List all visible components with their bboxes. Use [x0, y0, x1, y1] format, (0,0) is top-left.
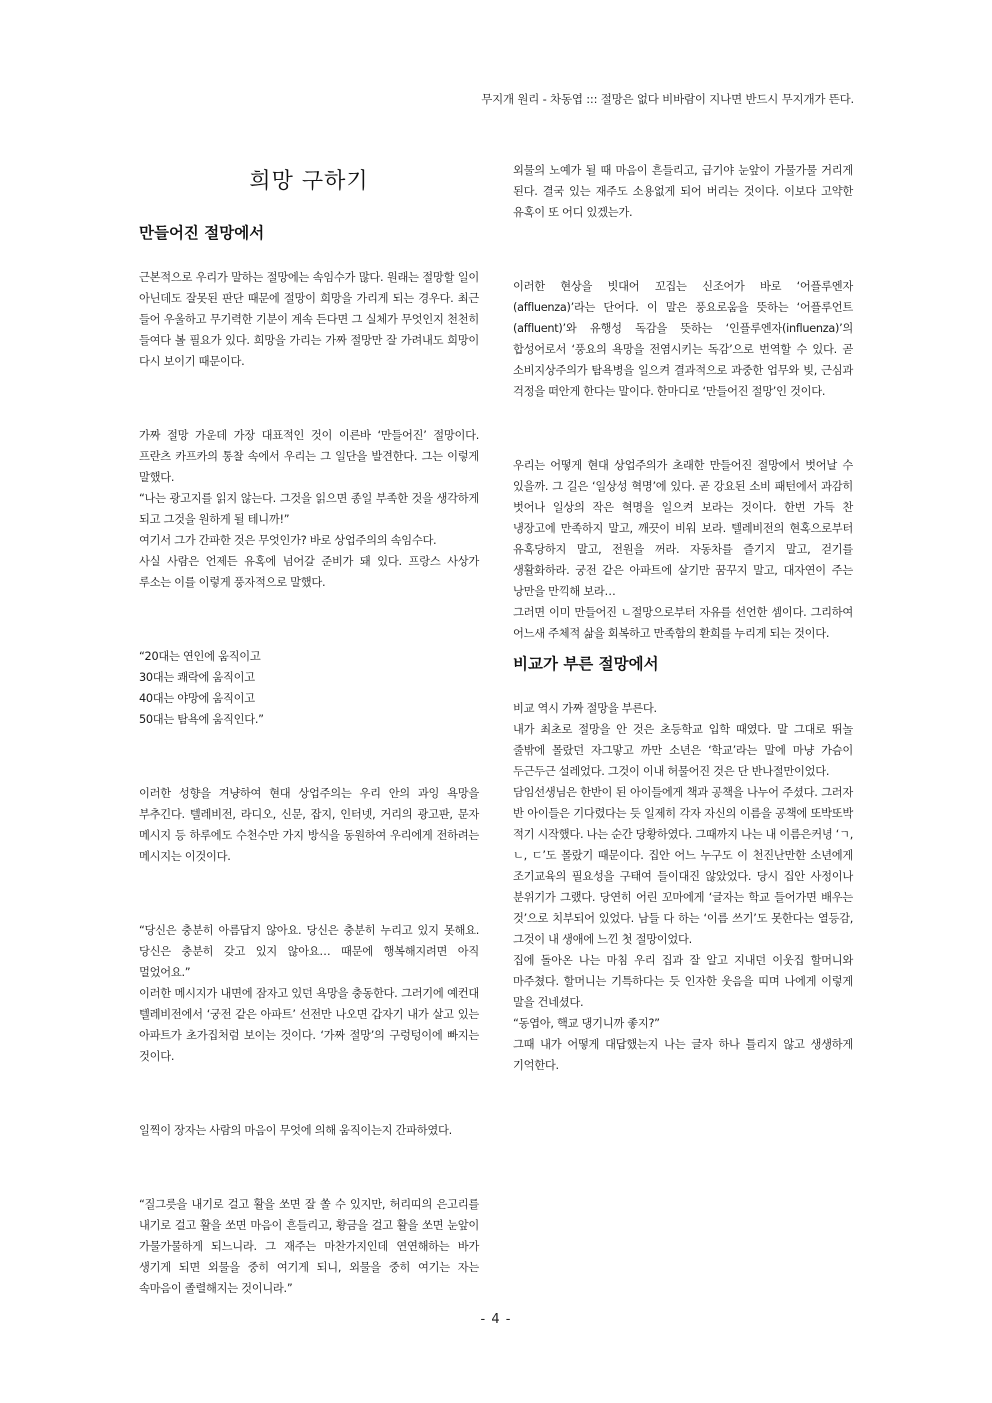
paragraph-gap	[139, 883, 479, 904]
paragraph: 그러면 이미 만들어진 ㄴ절망으로부터 자유를 선언한 셈이다. 그리하여 어느새 주체적 삶을 회복하고 만족함의 환희를 누리게 되는 것이다.	[513, 606, 853, 640]
paragraph: 집에 돌아온 나는 마침 우리 집과 잘 알고 지내던 이웃집 할머니와 마주쳤다. 할머니는 기특하다는 듯 인자한 웃음을 띠며 나에게 이렇게 말을 건네셨다.	[513, 954, 853, 1009]
paragraph: 담임선생님은 한반이 된 아이들에게 책과 공책을 나누어 주셨다. 그러자 반 아이들은 기다렸다는 듯 일제히 각자 자신의 이름을 공책에 또박또박 적기 시작했다. 나는 순간 당황하였다. 그때까지 나는 내 이름은커녕 ‘ㄱ, ㄴ, ㄷ’도 몰랐기 때문이다. 집안 어느 누구도 이 천진난만한 소년에게 조기교육의 필요성을 구태여 들이대진 않았었다. 당시 집안 사정이나 분위기가 그랬다. 당연히 어린 꼬마에게 ‘글자는 학교 들어가면 배우는 것’으로 치부되어 있었다. 남들 다 하는 ‘이름 쓰기’도 못한다는 열등감, 그것이 내 생애에 느낀 첫 절망이었다.	[513, 786, 853, 946]
chapter-title: 희망 구하기	[249, 169, 369, 194]
paragraph-gap	[139, 1083, 479, 1104]
right-body-text-top	[513, 160, 853, 644]
paragraph-gap	[139, 746, 479, 767]
paragraph: 가짜 절망 가운데 가장 대표적인 것이 이른바 ‘만들어진’ 절망이다. 프란츠 카프카의 통찰 속에서 우리는 그 일단을 발견한다. 그는 이렇게 말했다.	[139, 429, 479, 484]
paragraph: “당신은 충분히 아름답지 않아요. 당신은 충분히 누리고 있지 못해요. 당신은 충분히 갖고 있지 않아요… 때문에 행복해지려면 아직 멀었어요.”	[139, 924, 479, 979]
paragraph: 우리는 어떻게 현대 상업주의가 초래한 만들어진 절망에서 벗어날 수 있을까. 그 길은 ‘일상성 혁명’에 있다. 곧 강요된 소비 패턴에서 과감히 벗어나 일상의 작은 혁명을 일으켜 보라는 것이다. 한번 가득 찬 냉장고에 만족하지 말고, 깨끗이 비워 보라. 텔레비전의 현혹으로부터 유혹당하지 말고, 전원을 꺼라. 자동차를 즐기지 말고, 걷기를 생활화하라. 궁전 같은 아파트에 살기만 꿈꾸지 말고, 대자연이 주는 낭만을 만끽해 보라…	[513, 459, 853, 598]
left-body-text	[139, 267, 479, 1299]
paragraph: 50대는 탐욕에 움직인다.”	[139, 713, 264, 726]
paragraph: 30대는 쾌락에 움직이고	[139, 671, 255, 684]
paragraph: “동엽아, 핵교 댕기니까 좋지?”	[513, 1017, 660, 1030]
paragraph-gap	[139, 388, 479, 409]
paragraph-gap	[139, 1157, 479, 1178]
paragraph: 일찍이 장자는 사람의 마음이 무엇에 의해 움직이는지 간파하였다.	[139, 1124, 452, 1137]
right-column	[513, 160, 853, 1076]
paragraph: 근본적으로 우리가 말하는 절망에는 속임수가 많다. 원래는 절망할 일이 아닌데도 잘못된 판단 때문에 절망이 희망을 가리게 되는 경우다. 최근 들어 우울하고 무기력한 기분이 계속 든다면 그 실체가 무엇인지 천천히 들여다 볼 필요가 있다. 희망을 가리는 가짜 절망만 잘 가려내도 희망이 다시 보이기 때문이다.	[139, 271, 479, 368]
paragraph: 이러한 메시지가 내면에 잠자고 있던 욕망을 충동한다. 그러기에 예컨대 텔레비전에서 ‘궁전 같은 아파트’ 선전만 나오면 갑자기 내가 살고 있는 아파트가 초가집처럼 보이는 것이다. ‘가짜 절망’의 구렁텅이에 빠지는 것이다.	[139, 987, 479, 1063]
section-title-made-despair: 만들어진 절망에서	[139, 223, 265, 242]
paragraph: “20대는 연인에 움직이고	[139, 650, 261, 663]
paragraph: 그때 내가 어떻게 대답했는지 나는 글자 하나 틀리지 않고 생생하게 기억한다.	[513, 1038, 853, 1072]
paragraph: “나는 광고지를 읽지 않는다. 그것을 읽으면 종일 부족한 것을 생각하게 되고 그것을 원하게 될 테니까!”	[139, 492, 479, 526]
running-header: 무지개 원리 - 차동엽 ::: 절망은 없다 비바람이 지나면 반드시 무지개가 뜬다.	[481, 92, 854, 106]
paragraph-gap	[513, 418, 853, 439]
paragraph-gap	[513, 239, 853, 260]
paragraph: 이러한 현상을 빗대어 꼬집는 신조어가 바로 ‘어플루엔자(affluenza)’라는 단어다. 이 말은 풍요로움을 뜻하는 ‘어플루언트(affluent)’와 유행성 독감을 뜻하는 ‘인플루엔자(influenza)’의 합성어로서 ‘풍요의 욕망을 전염시키는 독감’으로 번역할 수 있다. 곧 소비지상주의가 탐욕병을 일으켜 결과적으로 과중한 업무와 빚, 근심과 걱정을 떠안게 한다는 말이다. 한마디로 ‘만들어진 절망’인 것이다.	[513, 280, 853, 398]
paragraph: 40대는 야망에 움직이고	[139, 692, 255, 705]
right-body-text-bottom	[513, 698, 853, 1076]
paragraph: “질그릇을 내기로 걸고 활을 쏘면 잘 쏠 수 있지만, 허리띠의 은고리를 내기로 걸고 활을 쏘면 마음이 흔들리고, 황금을 걸고 활을 쏘면 눈앞이 가물가물하게 되느니라. 그 재주는 마찬가지인데 연연해하는 바가 생기게 되면 외물을 중히 여기게 되니, 외물을 중히 여기는 자는 속마음이 졸렬해지는 것이니라.”	[139, 1198, 479, 1295]
paragraph-gap	[139, 609, 479, 630]
page-number: - 4 -	[480, 1312, 512, 1327]
paragraph: 사실 사람은 언제든 유혹에 넘어갈 준비가 돼 있다. 프랑스 사상가 루소는 이를 이렇게 풍자적으로 말했다.	[139, 555, 479, 589]
paragraph: 비교 역시 가짜 절망을 부른다.	[513, 702, 657, 715]
left-column	[139, 160, 479, 1299]
paragraph: 여기서 그가 간파한 것은 무엇인가? 바로 상업주의의 속임수다.	[139, 534, 437, 547]
paragraph: 내가 최초로 절망을 안 것은 초등학교 입학 때였다. 말 그대로 뛰놀 줄밖에 몰랐던 자그맣고 까만 소년은 ‘학교’라는 말에 마냥 가슴이 두근두근 설레었다. 그것이 이내 허물어진 것은 단 반나절만이었다.	[513, 723, 853, 778]
paragraph: 외물의 노예가 될 때 마음이 흔들리고, 급기야 눈앞이 가물가물 거리게 된다. 결국 있는 재주도 소용없게 되어 버리는 것이다. 이보다 고약한 유혹이 또 어디 있겠는가.	[513, 164, 853, 219]
paragraph: 이러한 성향을 겨냥하여 현대 상업주의는 우리 안의 과잉 욕망을 부추긴다. 텔레비전, 라디오, 신문, 잡지, 인터넷, 거리의 광고판, 문자 메시지 등 하루에도 수천수만 가지 방식을 동원하여 우리에게 전하려는 메시지는 이것이다.	[139, 787, 479, 863]
section-title-comparison-despair: 비교가 부른 절망에서	[513, 654, 659, 673]
